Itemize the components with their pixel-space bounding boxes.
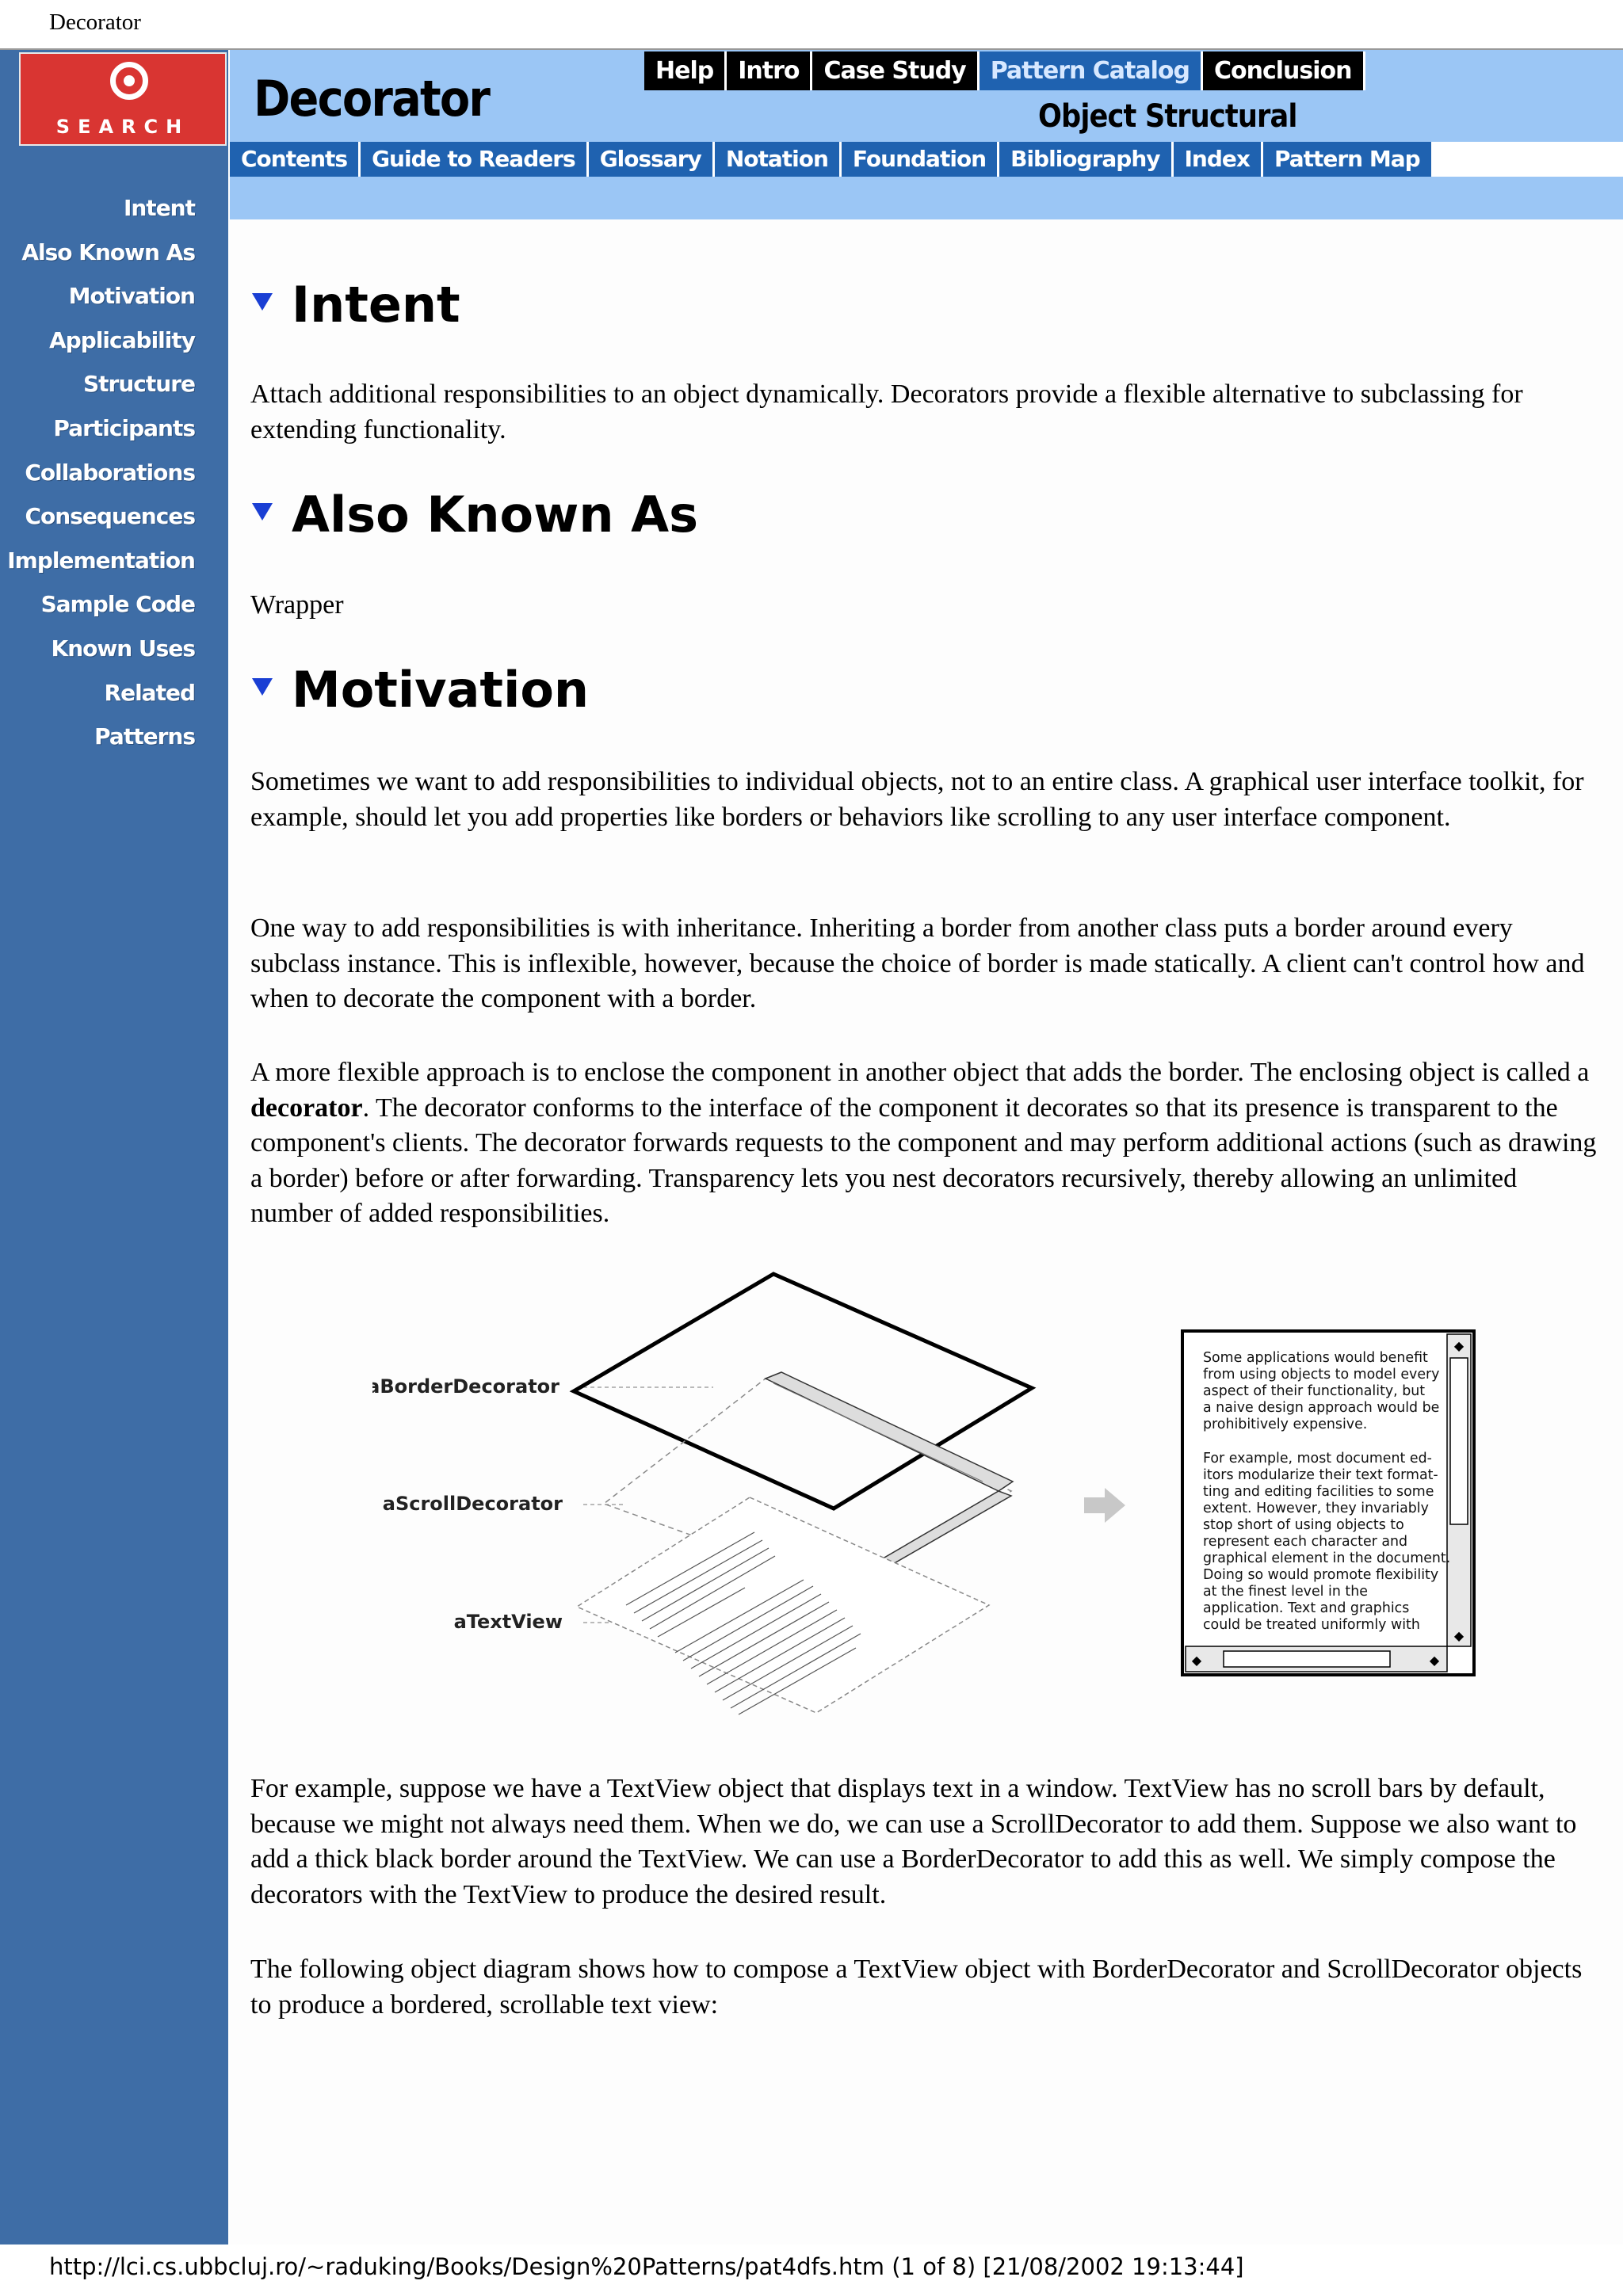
text-view-plane [577, 1497, 989, 1713]
heading-aka-text: Also Known As [292, 486, 698, 543]
section-nav [0, 186, 195, 759]
heading-motivation [252, 661, 589, 719]
tab-bibliography[interactable]: Bibliography [999, 142, 1173, 177]
tab-index[interactable]: Index [1174, 142, 1263, 177]
tab-conclusion[interactable]: Conclusion [1203, 51, 1365, 90]
motivation-paragraph-3: A more flexible approach is to enclose the component in another object that adds the border. The enclosing object is called a decorator. The decorator conforms to the interface of the component it decorates so that its presence is transparent to the component's clients. The decorator forwards requests to the component and may perform additional actions (such as drawing a border) before or after forwarding. Transparency lets you nest decorators recursively, thereby allowing an unlimited number of added responsibilities. [250, 1058, 1597, 1228]
svg-text:at the finest level in the: at the finest level in the [1203, 1584, 1368, 1600]
triangle-bullet-icon [252, 678, 273, 696]
svg-text:Some applications would benefi: Some applications would benefit [1203, 1350, 1428, 1366]
heading-motivation-text: Motivation [292, 661, 590, 719]
scroll-up-icon: ◆ [1453, 1338, 1465, 1353]
svg-text:prohibitively expensive.: prohibitively expensive. [1203, 1417, 1368, 1432]
tab-notation[interactable]: Notation [715, 142, 842, 177]
motivation-paragraph-2: One way to add responsibilities is with inheritance. Inheriting a border from another class puts a border around every subclass instance. This is inflexible, however, because the choice of border is made statically. A client can't control how and when to decorate the component with a border. [250, 913, 1585, 1013]
scroll-left-icon: ◆ [1191, 1653, 1202, 1668]
sidebar-item-sample-code[interactable]: Sample Code [40, 591, 195, 618]
decorator-term: decorator [250, 1093, 363, 1123]
sidebar-item-participants[interactable]: Participants [53, 414, 195, 441]
label-border-decorator: aBorderDecorator [372, 1375, 559, 1398]
scroll-thumb [1450, 1358, 1468, 1524]
sidebar-item-collaborations[interactable]: Collaborations [25, 459, 195, 486]
sidebar-item-applicability[interactable]: Applicability [49, 326, 195, 353]
tab-pattern-catalog[interactable]: Pattern Catalog [980, 51, 1203, 90]
svg-text:itors modularize their text fo: itors modularize their text format- [1203, 1467, 1438, 1483]
print-page-title: Decorator [49, 10, 141, 35]
svg-text:stop short of using objects to: stop short of using objects to [1203, 1517, 1404, 1533]
page-title: Decorator [254, 70, 490, 128]
svg-text:from using objects to model ev: from using objects to model every [1203, 1367, 1440, 1383]
svg-text:aspect of their functionality,: aspect of their functionality, but [1203, 1383, 1426, 1399]
triangle-bullet-icon [252, 503, 273, 521]
motivation-paragraph-4: For example, suppose we have a TextView object that displays text in a window. TextView has no scroll bars by default, because we might not always need them. When we do, we can use a ScrollDecorator to add them. Suppose we also want to add a thick black border around the TextView. We can use a BorderDecorator to add this as well. We simply compose the decorators with the TextView to produce the desired result. [250, 1774, 1577, 1909]
intent-text: Attach additional responsibilities to an object dynamically. Decorators provide a flexible alternative to subclassing for extending functionality. [250, 379, 1523, 444]
heading-intent-text: Intent [292, 276, 460, 334]
tab-case-study[interactable]: Case Study [812, 51, 979, 90]
tab-pattern-map[interactable]: Pattern Map [1263, 142, 1434, 177]
triangle-bullet-icon [252, 293, 273, 311]
motivation-paragraph-1: Sometimes we want to add responsibilities to individual objects, not to an entire class. A graphical user interface toolkit, for example, should let you add properties like borders or behaviors like scrolling to any user interface component. [250, 767, 1584, 832]
footer-url: http://lci.cs.ubbcluj.ro/~raduking/Books/Design%20Patterns/pat4dfs.htm (1 of 8) [21/08/2002 19:13:44] [49, 2253, 1244, 2280]
search-logo-label: SEARCH [55, 116, 190, 138]
tab-guide-to-readers[interactable]: Guide to Readers [361, 142, 589, 177]
svg-text:extent. However, they invariab: extent. However, they invariably [1203, 1501, 1429, 1516]
scroll-down-icon: ◆ [1453, 1628, 1465, 1643]
tab-glossary[interactable]: Glossary [589, 142, 715, 177]
svg-text:Doing so would promote flexibi: Doing so would promote flexibility [1203, 1567, 1439, 1583]
svg-text:application. Text and graphics: application. Text and graphics [1203, 1600, 1410, 1616]
tab-contents[interactable]: Contents [230, 142, 361, 177]
svg-text:represent each character and: represent each character and [1203, 1534, 1408, 1550]
heading-intent [252, 276, 460, 334]
label-text-view: aTextView [453, 1611, 563, 1633]
motivation-paragraph-5: The following object diagram shows how to compose a TextView object with BorderDecorator and ScrollDecorator objects to produce a bordered, scrollable text view: [250, 1955, 1583, 2019]
sidebar-item-implementation[interactable]: Implementation [7, 547, 195, 574]
search-logo-button[interactable] [19, 52, 227, 146]
scroll-right-icon: ◆ [1429, 1653, 1440, 1668]
header-strip [230, 177, 1623, 219]
decorator-diagram [372, 1260, 1490, 1735]
sidebar-item-known-uses[interactable]: Known Uses [51, 635, 195, 662]
target-icon [110, 62, 148, 100]
heading-also-known-as [252, 486, 698, 543]
svg-text:For example, most document ed-: For example, most document ed- [1203, 1451, 1432, 1466]
sidebar-item-intent[interactable]: Intent [123, 195, 195, 221]
arrow-icon [1084, 1488, 1125, 1523]
secondary-navigation [230, 142, 1434, 177]
decorator-diagram-svg [372, 1260, 1490, 1735]
svg-text:ting and editing facilities to: ting and editing facilities to some [1203, 1484, 1434, 1500]
tab-help[interactable]: Help [644, 51, 727, 90]
tab-foundation[interactable]: Foundation [842, 142, 999, 177]
sidebar-item-related-patterns[interactable]: Related Patterns [94, 679, 195, 750]
svg-text:a naive design approach would: a naive design approach would be [1203, 1400, 1440, 1416]
aka-text: Wrapper [250, 590, 344, 620]
label-scroll-decorator: aScrollDecorator [382, 1493, 563, 1515]
svg-text:graphical element in the docum: graphical element in the document. [1203, 1550, 1451, 1566]
tab-intro[interactable]: Intro [727, 51, 812, 90]
pattern-classification: Object Structural [1038, 98, 1297, 135]
sidebar-item-structure[interactable]: Structure [82, 371, 195, 398]
sidebar-item-consequences[interactable]: Consequences [25, 503, 195, 530]
horizontal-scroll-thumb [1224, 1651, 1390, 1667]
svg-text:could be treated uniformly wit: could be treated uniformly with [1203, 1617, 1420, 1633]
sidebar-item-also-known-as[interactable]: Also Known As [21, 238, 195, 265]
top-navigation [644, 51, 1365, 90]
sidebar-item-motivation[interactable]: Motivation [68, 283, 195, 310]
